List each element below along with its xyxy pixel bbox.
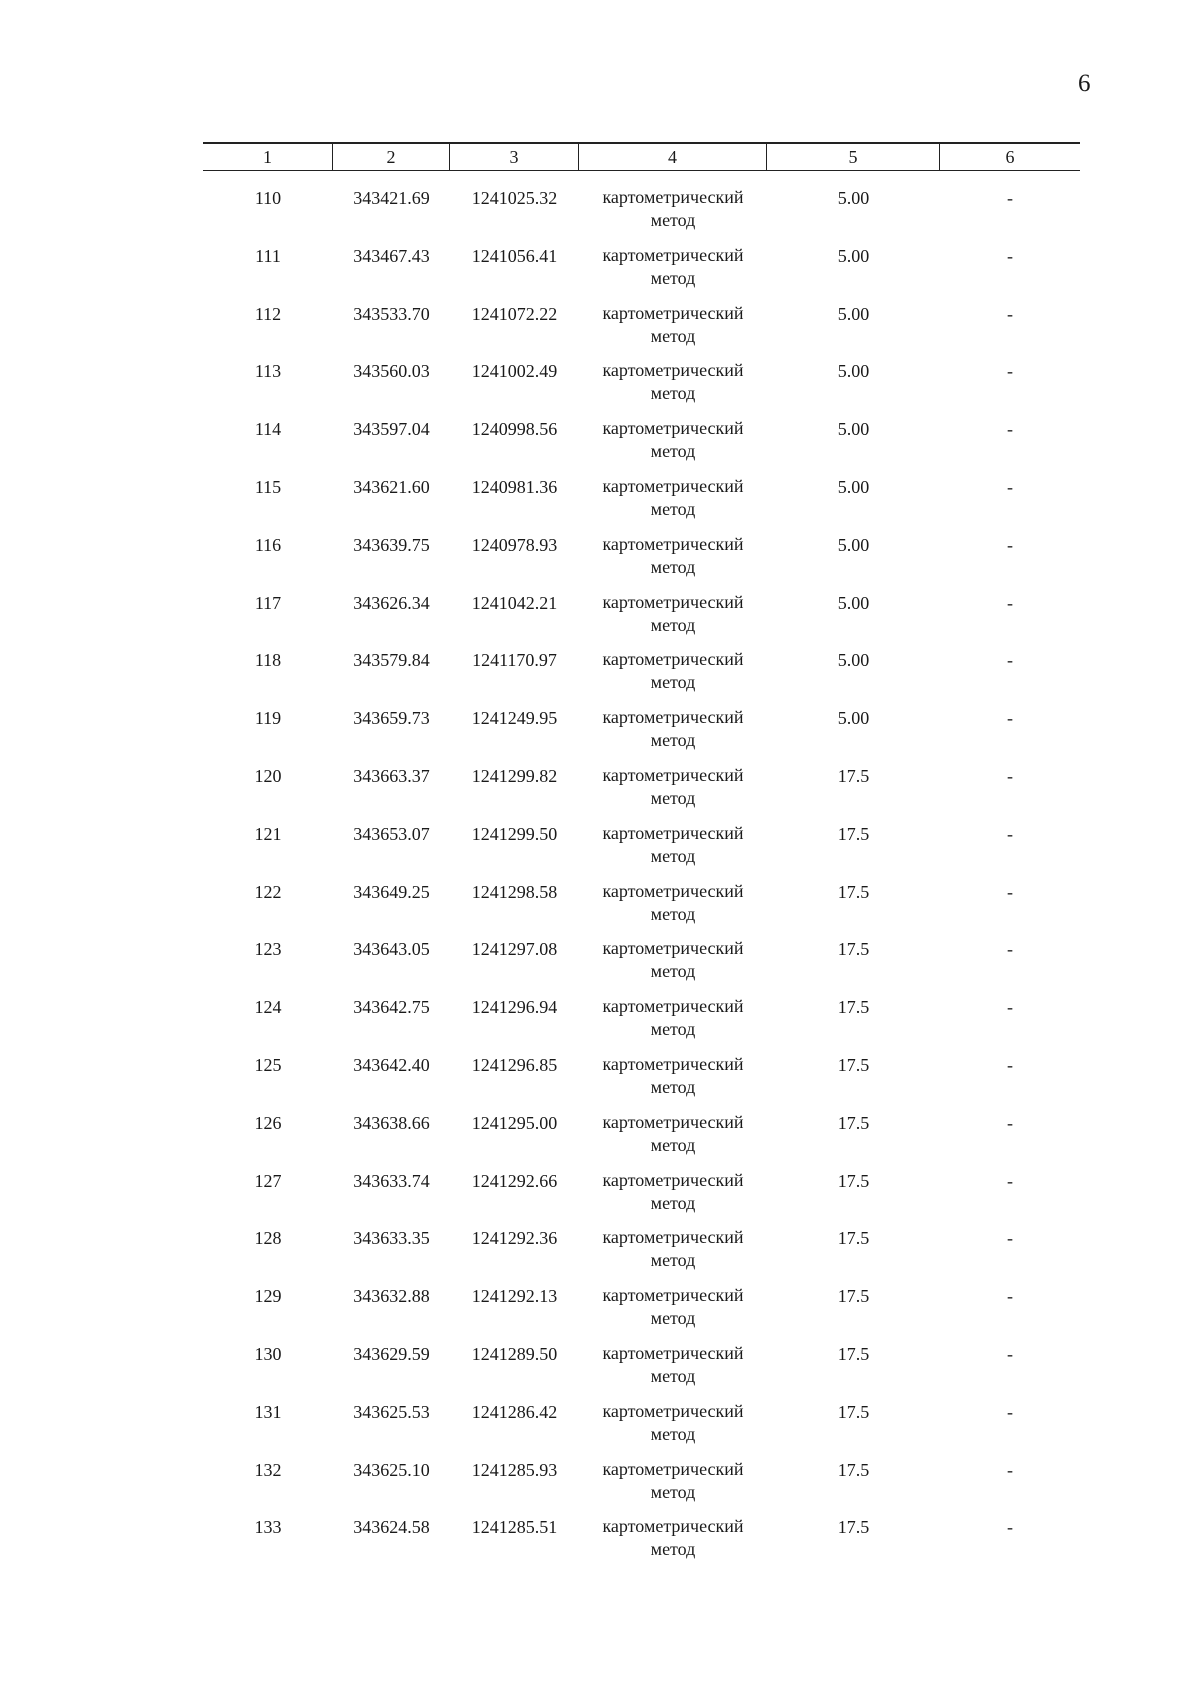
y-coordinate-cell: 1241297.08 <box>471 939 558 960</box>
note-cell: - <box>1007 303 1013 324</box>
y-coordinate-cell: 1241296.85 <box>471 1054 558 1075</box>
y-coordinate-cell: 1241002.49 <box>471 361 558 382</box>
header-cell-3: 3 <box>450 144 579 170</box>
accuracy-cell: 17.5 <box>837 881 870 902</box>
y-coordinate-cell: 1241056.41 <box>471 245 558 266</box>
method-cell <box>579 764 767 822</box>
method-line-2: метод <box>650 1481 696 1502</box>
x-coordinate-cell: 343624.58 <box>353 1517 430 1538</box>
table-row <box>203 1342 1080 1400</box>
method-line-2: метод <box>650 672 696 693</box>
method-line-2: метод <box>650 1308 696 1329</box>
x-coordinate-cell: 343642.75 <box>353 997 430 1018</box>
method-line-1: картометрический <box>602 418 744 439</box>
method-line-1: картометрический <box>602 475 744 496</box>
method-line-1: картометрический <box>602 707 744 728</box>
accuracy-cell: 17.5 <box>837 939 870 960</box>
table-row <box>203 244 1080 302</box>
method-line-1: картометрический <box>602 996 744 1017</box>
y-coordinate-cell: 1240978.93 <box>471 534 558 555</box>
table-header <box>203 142 1080 171</box>
point-number-cell: 122 <box>254 881 282 902</box>
method-line-1: картометрический <box>602 1400 744 1421</box>
point-number-cell: 126 <box>254 1112 282 1133</box>
point-number-cell: 113 <box>254 361 282 382</box>
method-line-2: метод <box>650 845 696 866</box>
y-coordinate-cell: 1241296.94 <box>471 997 558 1018</box>
method-line-1: картометрический <box>602 302 744 323</box>
accuracy-cell: 17.5 <box>837 1401 870 1422</box>
y-coordinate-cell: 1241299.50 <box>471 823 558 844</box>
method-line-2: метод <box>650 730 696 751</box>
point-number-cell: 125 <box>254 1054 282 1075</box>
method-line-2: метод <box>650 441 696 462</box>
coordinates-table <box>203 142 1080 1573</box>
point-number-cell: 119 <box>254 708 282 729</box>
y-coordinate-cell: 1241299.82 <box>471 765 558 786</box>
accuracy-cell: 17.5 <box>837 823 870 844</box>
x-coordinate-cell: 343643.05 <box>353 939 430 960</box>
accuracy-cell: 5.00 <box>837 650 870 671</box>
x-coordinate-cell: 343638.66 <box>353 1112 430 1133</box>
table-row <box>203 533 1080 591</box>
point-number-cell: 123 <box>254 939 282 960</box>
note-cell: - <box>1007 881 1013 902</box>
method-cell <box>579 706 767 764</box>
method-cell <box>579 591 767 649</box>
method-cell <box>579 244 767 302</box>
method-cell <box>579 1169 767 1227</box>
accuracy-cell: 5.00 <box>837 419 870 440</box>
accuracy-cell: 17.5 <box>837 1228 870 1249</box>
method-cell <box>579 533 767 591</box>
method-line-1: картометрический <box>602 764 744 785</box>
x-coordinate-cell: 343629.59 <box>353 1343 430 1364</box>
accuracy-cell: 5.00 <box>837 708 870 729</box>
note-cell: - <box>1007 708 1013 729</box>
accuracy-cell: 5.00 <box>837 476 870 497</box>
y-coordinate-cell: 1241285.93 <box>471 1459 558 1480</box>
method-line-1: картометрический <box>602 591 744 612</box>
x-coordinate-cell: 343625.10 <box>353 1459 430 1480</box>
method-line-2: метод <box>650 325 696 346</box>
method-cell <box>579 186 767 244</box>
method-cell <box>579 1342 767 1400</box>
page-number: 6 <box>1078 70 1091 97</box>
note-cell: - <box>1007 1343 1013 1364</box>
header-cell-6: 6 <box>1005 147 1015 167</box>
table-row <box>203 706 1080 764</box>
note-cell: - <box>1007 534 1013 555</box>
note-cell: - <box>1007 592 1013 613</box>
method-line-2: метод <box>650 1365 696 1386</box>
method-cell <box>579 1053 767 1111</box>
note-cell: - <box>1007 361 1013 382</box>
header-cell-5: 5 <box>767 144 940 170</box>
method-line-2: метод <box>650 787 696 808</box>
table-row <box>203 417 1080 475</box>
header-cell-4: 4 <box>579 144 767 170</box>
method-line-2: метод <box>650 267 696 288</box>
table-row <box>203 186 1080 244</box>
method-line-1: картометрический <box>602 649 744 670</box>
method-line-1: картометрический <box>602 938 744 959</box>
method-line-2: метод <box>650 1134 696 1155</box>
method-cell <box>579 302 767 360</box>
note-cell: - <box>1007 1517 1013 1538</box>
point-number-cell: 132 <box>254 1459 282 1480</box>
method-line-1: картометрический <box>602 360 744 381</box>
x-coordinate-cell: 343632.88 <box>353 1286 430 1307</box>
accuracy-cell: 5.00 <box>837 303 870 324</box>
point-number-cell: 130 <box>254 1343 282 1364</box>
x-coordinate-cell: 343625.53 <box>353 1401 430 1422</box>
y-coordinate-cell: 1241292.13 <box>471 1286 558 1307</box>
method-cell <box>579 880 767 938</box>
method-line-1: картометрический <box>602 1285 744 1306</box>
method-cell <box>579 822 767 880</box>
table-row <box>203 475 1080 533</box>
x-coordinate-cell: 343653.07 <box>353 823 430 844</box>
table-row <box>203 822 1080 880</box>
table-row <box>203 1515 1080 1573</box>
table-row <box>203 1284 1080 1342</box>
method-line-1: картометрический <box>602 244 744 265</box>
accuracy-cell: 17.5 <box>837 1343 870 1364</box>
note-cell: - <box>1007 476 1013 497</box>
table-body <box>203 171 1080 1573</box>
x-coordinate-cell: 343579.84 <box>353 650 430 671</box>
point-number-cell: 127 <box>254 1170 282 1191</box>
accuracy-cell: 17.5 <box>837 1112 870 1133</box>
note-cell: - <box>1007 245 1013 266</box>
point-number-cell: 121 <box>254 823 282 844</box>
point-number-cell: 124 <box>254 997 282 1018</box>
note-cell: - <box>1007 765 1013 786</box>
method-line-2: метод <box>650 498 696 519</box>
method-cell <box>579 475 767 533</box>
accuracy-cell: 17.5 <box>837 1054 870 1075</box>
method-line-2: метод <box>650 1019 696 1040</box>
method-cell <box>579 1458 767 1516</box>
note-cell: - <box>1007 939 1013 960</box>
table-row <box>203 995 1080 1053</box>
accuracy-cell: 5.00 <box>837 245 870 266</box>
method-line-2: метод <box>650 1192 696 1213</box>
method-cell <box>579 1400 767 1458</box>
method-cell <box>579 995 767 1053</box>
table-row <box>203 1226 1080 1284</box>
table-row <box>203 1053 1080 1111</box>
x-coordinate-cell: 343633.35 <box>353 1228 430 1249</box>
method-line-1: картометрический <box>602 533 744 554</box>
y-coordinate-cell: 1241285.51 <box>471 1517 558 1538</box>
y-coordinate-cell: 1241286.42 <box>471 1401 558 1422</box>
table-row <box>203 764 1080 822</box>
method-cell <box>579 359 767 417</box>
note-cell: - <box>1007 419 1013 440</box>
header-cell-2: 2 <box>333 144 450 170</box>
x-coordinate-cell: 343659.73 <box>353 708 430 729</box>
table-row <box>203 302 1080 360</box>
method-cell <box>579 1515 767 1573</box>
y-coordinate-cell: 1241298.58 <box>471 881 558 902</box>
method-cell <box>579 648 767 706</box>
note-cell: - <box>1007 1170 1013 1191</box>
method-cell <box>579 417 767 475</box>
note-cell: - <box>1007 1459 1013 1480</box>
y-coordinate-cell: 1241249.95 <box>471 708 558 729</box>
method-line-2: метод <box>650 210 696 230</box>
x-coordinate-cell: 343467.43 <box>353 245 430 266</box>
method-line-1: картометрический <box>602 1227 744 1248</box>
y-coordinate-cell: 1241170.97 <box>472 650 557 671</box>
method-line-2: метод <box>650 1423 696 1444</box>
x-coordinate-cell: 343533.70 <box>353 303 430 324</box>
accuracy-cell: 5.00 <box>837 361 870 382</box>
x-coordinate-cell: 343421.69 <box>353 188 430 208</box>
method-line-1: картометрический <box>602 1169 744 1190</box>
method-cell <box>579 1111 767 1169</box>
x-coordinate-cell: 343642.40 <box>353 1054 430 1075</box>
x-coordinate-cell: 343621.60 <box>353 476 430 497</box>
table-row <box>203 937 1080 995</box>
method-line-1: картометрический <box>602 1342 744 1363</box>
y-coordinate-cell: 1241072.22 <box>471 303 558 324</box>
x-coordinate-cell: 343560.03 <box>353 361 430 382</box>
method-line-1: картометрический <box>602 1111 744 1132</box>
point-number-cell: 111 <box>255 245 281 266</box>
point-number-cell: 129 <box>254 1286 282 1307</box>
accuracy-cell: 17.5 <box>837 1170 870 1191</box>
method-line-2: метод <box>650 1539 696 1560</box>
table-row <box>203 880 1080 938</box>
method-line-2: метод <box>650 1076 696 1097</box>
x-coordinate-cell: 343663.37 <box>353 765 430 786</box>
x-coordinate-cell: 343639.75 <box>353 534 430 555</box>
point-number-cell: 110 <box>254 188 282 208</box>
method-line-2: метод <box>650 614 696 635</box>
point-number-cell: 112 <box>254 303 282 324</box>
method-cell <box>579 1226 767 1284</box>
point-number-cell: 116 <box>254 534 282 555</box>
table-row <box>203 1458 1080 1516</box>
method-line-1: картометрический <box>602 880 744 901</box>
x-coordinate-cell: 343633.74 <box>353 1170 430 1191</box>
accuracy-cell: 17.5 <box>837 1286 870 1307</box>
note-cell: - <box>1007 1401 1013 1422</box>
table-row <box>203 591 1080 649</box>
accuracy-cell: 17.5 <box>837 765 870 786</box>
table-row <box>203 648 1080 706</box>
point-number-cell: 118 <box>254 650 282 671</box>
accuracy-cell: 5.00 <box>837 188 870 208</box>
x-coordinate-cell: 343649.25 <box>353 881 430 902</box>
note-cell: - <box>1007 997 1013 1018</box>
method-line-2: метод <box>650 903 696 924</box>
table-row <box>203 1169 1080 1227</box>
method-line-1: картометрический <box>602 822 744 843</box>
note-cell: - <box>1007 1112 1013 1133</box>
accuracy-cell: 17.5 <box>837 1459 870 1480</box>
accuracy-cell: 17.5 <box>837 1517 870 1538</box>
accuracy-cell: 5.00 <box>837 534 870 555</box>
method-line-2: метод <box>650 961 696 982</box>
point-number-cell: 131 <box>254 1401 282 1422</box>
header-cell-1: 1 <box>203 144 333 170</box>
method-line-2: метод <box>650 556 696 577</box>
note-cell: - <box>1007 823 1013 844</box>
table-row <box>203 1400 1080 1458</box>
accuracy-cell: 5.00 <box>837 592 870 613</box>
point-number-cell: 117 <box>254 592 282 613</box>
point-number-cell: 120 <box>254 765 282 786</box>
method-line-1: картометрический <box>602 1053 744 1074</box>
note-cell: - <box>1007 1286 1013 1307</box>
method-line-1: картометрический <box>602 1458 744 1479</box>
point-number-cell: 114 <box>254 419 282 440</box>
y-coordinate-cell: 1241295.00 <box>471 1112 558 1133</box>
note-cell: - <box>1007 1054 1013 1075</box>
method-line-1: картометрический <box>602 187 744 207</box>
method-line-2: метод <box>650 1250 696 1271</box>
note-cell: - <box>1007 1228 1013 1249</box>
y-coordinate-cell: 1241042.21 <box>471 592 558 613</box>
note-cell: - <box>1007 650 1013 671</box>
y-coordinate-cell: 1241292.66 <box>471 1170 558 1191</box>
y-coordinate-cell: 1241289.50 <box>471 1343 558 1364</box>
y-coordinate-cell: 1240981.36 <box>471 476 558 497</box>
point-number-cell: 133 <box>254 1517 282 1538</box>
y-coordinate-cell: 1241292.36 <box>471 1228 558 1249</box>
method-line-1: картометрический <box>602 1516 744 1537</box>
method-cell <box>579 937 767 995</box>
y-coordinate-cell: 1240998.56 <box>471 419 558 440</box>
note-cell: - <box>1007 188 1013 208</box>
method-cell <box>579 1284 767 1342</box>
point-number-cell: 115 <box>254 476 282 497</box>
method-line-2: метод <box>650 383 696 404</box>
table-row <box>203 1111 1080 1169</box>
x-coordinate-cell: 343626.34 <box>353 592 430 613</box>
x-coordinate-cell: 343597.04 <box>353 419 430 440</box>
point-number-cell: 128 <box>254 1228 282 1249</box>
table-row <box>203 359 1080 417</box>
accuracy-cell: 17.5 <box>837 997 870 1018</box>
y-coordinate-cell: 1241025.32 <box>471 188 558 208</box>
